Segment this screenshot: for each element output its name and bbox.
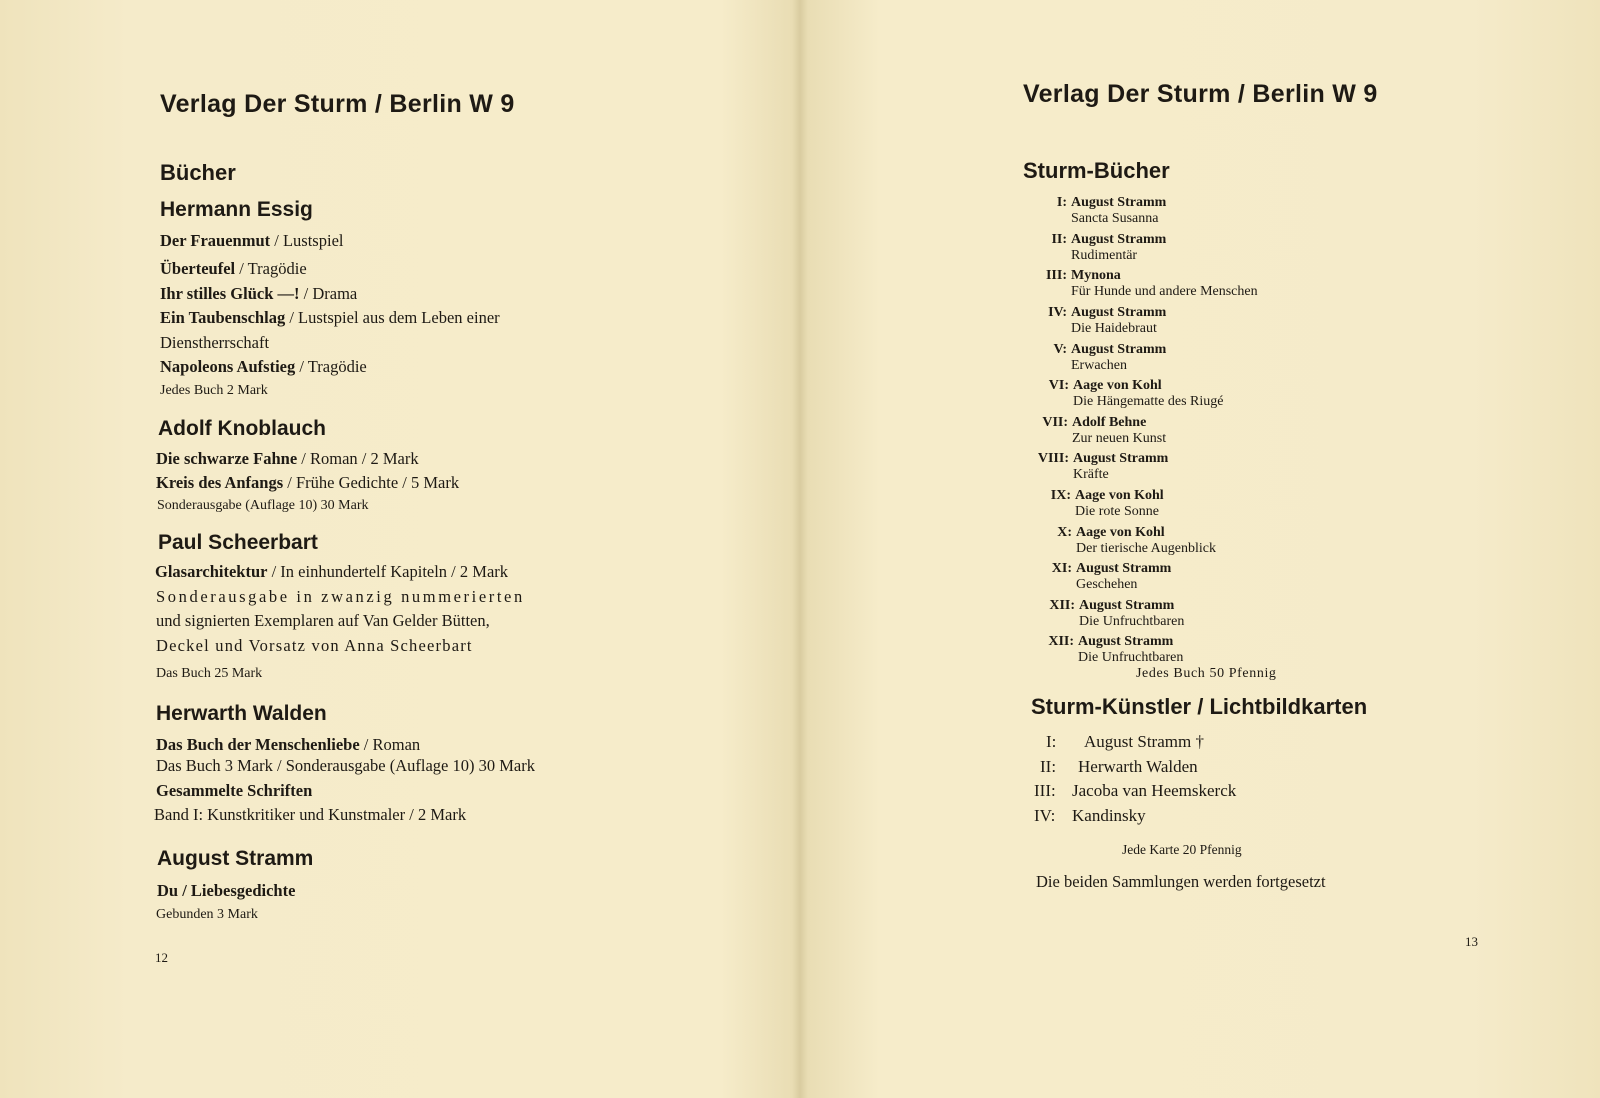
author-heading: August Stramm	[157, 847, 314, 870]
author-heading: Herwarth Walden	[156, 702, 327, 725]
author-heading: Adolf Knoblauch	[158, 417, 326, 440]
running-head: Verlag Der Sturm / Berlin W 9	[160, 90, 515, 118]
page-number: 13	[1465, 934, 1478, 949]
book-entry: Überteufel / Tragödie	[160, 259, 307, 278]
section-title: Bücher	[160, 160, 236, 185]
price-note: Gebunden 3 Mark	[156, 907, 258, 922]
price-note: Jedes Buch 50 Pfennig	[1136, 666, 1277, 681]
book-entry: Das Buch 3 Mark / Sonderausgabe (Auflage 10) 30 Mark	[156, 756, 535, 775]
card-item: II: Herwarth Walden	[1040, 757, 1198, 776]
closing-note: Die beiden Sammlungen werden fortgesetzt	[1036, 872, 1326, 891]
book-entry: Ihr stilles Glück —! / Drama	[160, 284, 358, 303]
book-entry: Kreis des Anfangs / Frühe Gedichte / 5 Mark	[156, 473, 460, 492]
running-head: Verlag Der Sturm / Berlin W 9	[1023, 80, 1378, 108]
book-entry: und signierten Exemplaren auf Van Gelder Bütten,	[156, 611, 490, 630]
page-number: 12	[155, 950, 168, 965]
book-entry: Band I: Kunstkritiker und Kunstmaler / 2 Mark	[154, 805, 467, 824]
price-note: Jedes Buch 2 Mark	[160, 383, 268, 398]
book-entry: Das Buch der Menschenliebe / Roman	[156, 735, 421, 754]
section-title: Sturm-Künstler / Lichtbildkarten	[1031, 694, 1368, 719]
book-entry: Glasarchitektur / In einhundertelf Kapiteln / 2 Mark	[155, 562, 509, 581]
price-note: Das Buch 25 Mark	[156, 666, 263, 681]
price-note: Jede Karte 20 Pfennig	[1122, 842, 1242, 857]
card-item: I: August Stramm †	[1046, 732, 1204, 751]
book-entry: Du / Liebesgedichte	[157, 881, 296, 900]
book-entry: Dienstherrschaft	[160, 333, 270, 352]
card-item: IV: Kandinsky	[1034, 806, 1146, 825]
author-heading: Paul Scheerbart	[158, 531, 318, 554]
card-item: III: Jacoba van Heemskerck	[1034, 781, 1237, 800]
book-entry: Der Frauenmut / Lustspiel	[160, 231, 344, 250]
book-entry: Ein Taubenschlag / Lustspiel aus dem Leben einer	[160, 308, 500, 327]
book-entry: Sonderausgabe in zwanzig nummerierten	[156, 587, 525, 606]
book-entry: Napoleons Aufstieg / Tragödie	[160, 357, 367, 376]
section-title: Sturm-Bücher	[1023, 158, 1170, 183]
author-heading: Hermann Essig	[160, 198, 313, 221]
book-entry: Gesammelte Schriften	[156, 781, 313, 800]
book-entry: Die schwarze Fahne / Roman / 2 Mark	[156, 449, 419, 468]
right-page: Verlag Der Sturm / Berlin W 9 Sturm-Bücher I: August Stramm Sancta Susanna II: August Stramm Rudimentär III: Mynona Für Hunde und andere Menschen IV: August Stramm Die Haidebraut V: August Stramm Erwachen VI: Aage von Kohl Die Hängematte des Riugé VII: Adolf Behne Zur neuen Kunst VIII: August Stramm Kräfte IX: Aage von Kohl Die rote Sonne X: Aage von Kohl Der tierische Augenblick XI: August Stramm Geschehen XII: August Stramm Die Unfruchtbaren XII: August Stramm Die Unfruchtbaren Jedes Buch 50 Pfennig Sturm-Künstler / Lichtbildkarten I: August Stramm † II: Herwarth Walden III: Jacoba van Heemskerck IV: Kandinsky Jede Karte 20 Pfennig Die beiden Sammlungen werden fortgesetzt 13	[1023, 80, 1478, 949]
price-note: Sonderausgabe (Auflage 10) 30 Mark	[157, 498, 369, 513]
book-entry: Deckel und Vorsatz von Anna Scheerbart	[156, 636, 473, 655]
